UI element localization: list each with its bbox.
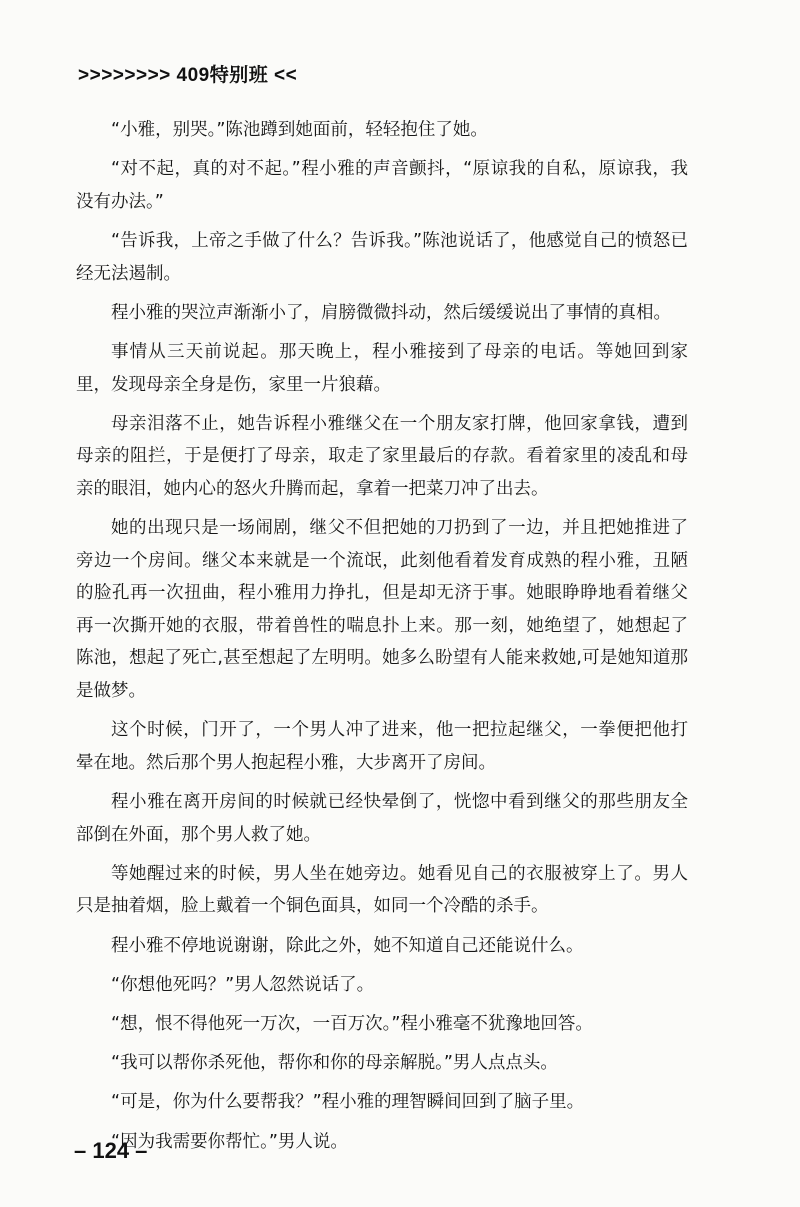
paragraph: 程小雅不停地说谢谢，除此之外，她不知道自己还能说什么。 [111,935,584,956]
paragraph: 程小雅在离开房间的时候就已经快晕倒了，恍惚中看到继父的那些朋友全部倒在外面，那个男人救了她。 [76,792,688,845]
paragraph: 程小雅的哭泣声渐渐小了，肩膀微微抖动，然后缓缓说出了事情的真相。 [111,302,671,323]
paragraph: “可是，你为什么要帮我？”程小雅的理智瞬间回到了脑子里。 [111,1092,585,1113]
paragraph: “小雅，别哭。”陈池蹲到她面前，轻轻抱住了她。 [111,120,488,140]
paragraph: “对不起，真的对不起。”程小雅的声音颤抖，“原谅我的自私，原谅我，我没有办法。” [76,159,688,212]
paragraph: 等她醒过来的时候，男人坐在她旁边。她看见自己的衣服被穿上了。男人只是抽着烟，脸上戴着一个铜色面具，如同一个冷酷的杀手。 [76,863,688,917]
body-text [76,114,688,1165]
paragraph: “告诉我，上帝之手做了什么？告诉我。”陈池说话了，他感觉自己的愤怒已经无法遏制。 [76,230,688,284]
paragraph: “你想他死吗？”男人忽然说话了。 [111,974,375,995]
paragraph: 她的出现只是一场闹剧，继父不但把她的刀扔到了一边，并且把她推进了旁边一个房间。继父本来就是一个流氓，此刻他看着发育成熟的程小雅，丑陋的脸孔再一次扭曲，程小雅用力挣扎，但是却无济于事。她眼睁睁地看着继父再一次撕开她的衣服，带着兽性的喘息扑上来。那一刻，她绝望了，她想起了陈池，想起了死亡,甚至想起了左明明。她多么盼望有人能来救她,可是她知道那是做梦。 [76,518,688,702]
paragraph: 母亲泪落不止，她告诉程小雅继父在一个朋友家打牌，他回家拿钱，遭到母亲的阻拦，于是便打了母亲，取走了家里最后的存款。看着家里的凌乱和母亲的眼泪，她内心的怒火升腾而起，拿着一把菜刀冲了出去。 [76,413,688,499]
paragraph: “因为我需要你帮忙。”男人说。 [111,1131,348,1152]
paragraph: 这个时候，门开了，一个男人冲了进来，他一把拉起继父，一拳便把他打晕在地。然后那个男人抱起程小雅，大步离开了房间。 [76,720,688,773]
paragraph: “我可以帮你杀死他，帮你和你的母亲解脱。”男人点点头。 [111,1053,558,1074]
paragraph: 事情从三天前说起。那天晚上，程小雅接到了母亲的电话。等她回到家里，发现母亲全身是伤，家里一片狼藉。 [76,341,688,395]
paragraph: “想，恨不得他死一万次，一百万次。”程小雅毫不犹豫地回答。 [111,1013,593,1034]
running-header: >>>>>>>> 409特别班 << [78,65,298,86]
page-number: – 124 – [74,1138,148,1163]
